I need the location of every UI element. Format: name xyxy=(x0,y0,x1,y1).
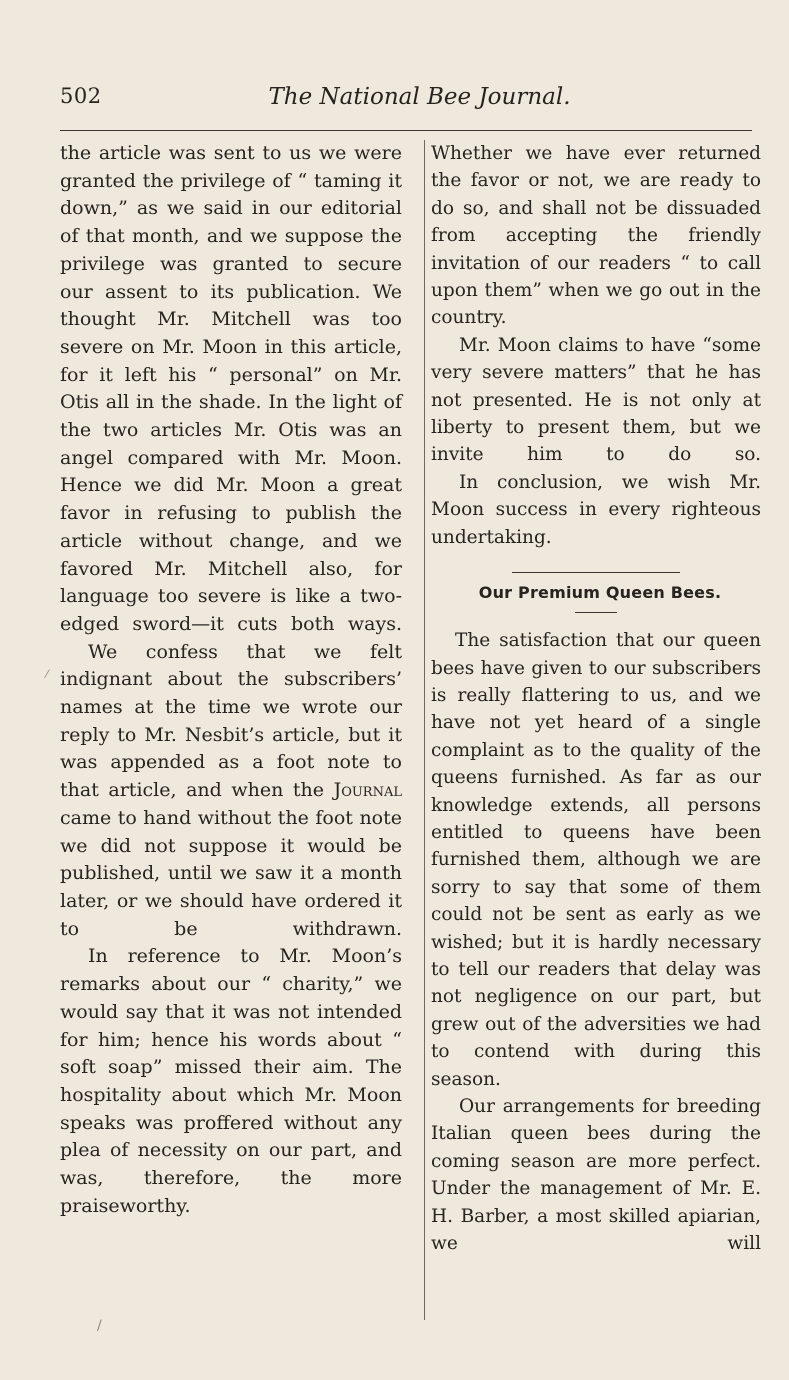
column-divider xyxy=(424,140,425,1320)
paragraph: Whether we have ever returned the favor or not, we are ready to do so, and shall not be dissuaded from accepting the friendly invitation of our readers “ to call upon them” when we go out in the country. xyxy=(431,143,761,329)
paper-mark: / xyxy=(97,1318,102,1334)
paragraph xyxy=(60,639,402,944)
left-column xyxy=(60,140,402,1220)
paragraph: Our arrangements for breeding Italian queen bees during the coming season are more perfect. Under the management of Mr. E. H. Barber, a most skilled apiarian, we will xyxy=(431,1096,761,1255)
journal-name: Journal xyxy=(333,779,402,802)
title-underline xyxy=(575,612,617,613)
section-divider xyxy=(512,572,680,573)
paragraph: In conclusion, we wish Mr. Moon success in every righteous undertaking. xyxy=(431,471,761,548)
header-rule xyxy=(60,130,752,131)
paragraph: In reference to Mr. Moon’s remarks about our “ charity,” we would say that it was not intended for him; hence his words about “ soft soap” missed their aim. The hospitality about which Mr. Moon speaks was proffered without any plea of necessity on our part, and was, therefore, the more praiseworthy. xyxy=(60,945,402,1217)
section-title: Our Premium Queen Bees. xyxy=(478,583,722,603)
paragraph-text: We confess that we felt indignant about the subscribers’ names at the time we wrote our reply to Mr. Nesbit’s article, but it was appended as a foot note to that article, and when the xyxy=(60,640,402,802)
paper-mark: ⁄ xyxy=(46,668,48,681)
paragraph: the article was sent to us we were granted the privilege of “ taming it down,” as we said in our editorial of that month, and we suppose the privilege was granted to secure our assent to its publication. We thought Mr. Mitchell was too severe on Mr. Moon in this article, for it left his “ personal” on Mr. Otis all in the shade. In the light of the two articles Mr. Otis was an angel compared with Mr. Moon. Hence we did Mr. Moon a great favor in refusing to publish the article without change, and we favored Mr. Mitchell also, for language too severe is like a two-edged sword—it cuts both ways. xyxy=(60,142,402,635)
paragraph: The satisfaction that our queen bees have given to our subscribers is really flattering to us, and we have not yet heard of a single complaint as to the quality of the queens furnished. As far as our knowledge extends, all persons entitled to queens have been furnished them, although we are sorry to say that some of them could not be sent as early as we wished; but it is hardly necessary to tell our readers that delay was not negligence on our part, but grew out of the adversities we had to contend with during this season. xyxy=(431,630,761,1090)
page-number: 502 xyxy=(60,84,102,108)
paragraph: Mr. Moon claims to have “some very severe matters” that he has not presented. He is not only at liberty to present them, but we invite him to do so. xyxy=(431,334,761,466)
running-title: The National Bee Journal. xyxy=(268,84,571,110)
paragraph-text: came to hand without the foot note we did not suppose it would be published, until we saw it a month later, or we should have ordered it to be withdrawn. xyxy=(60,806,402,940)
right-column xyxy=(431,140,761,1257)
